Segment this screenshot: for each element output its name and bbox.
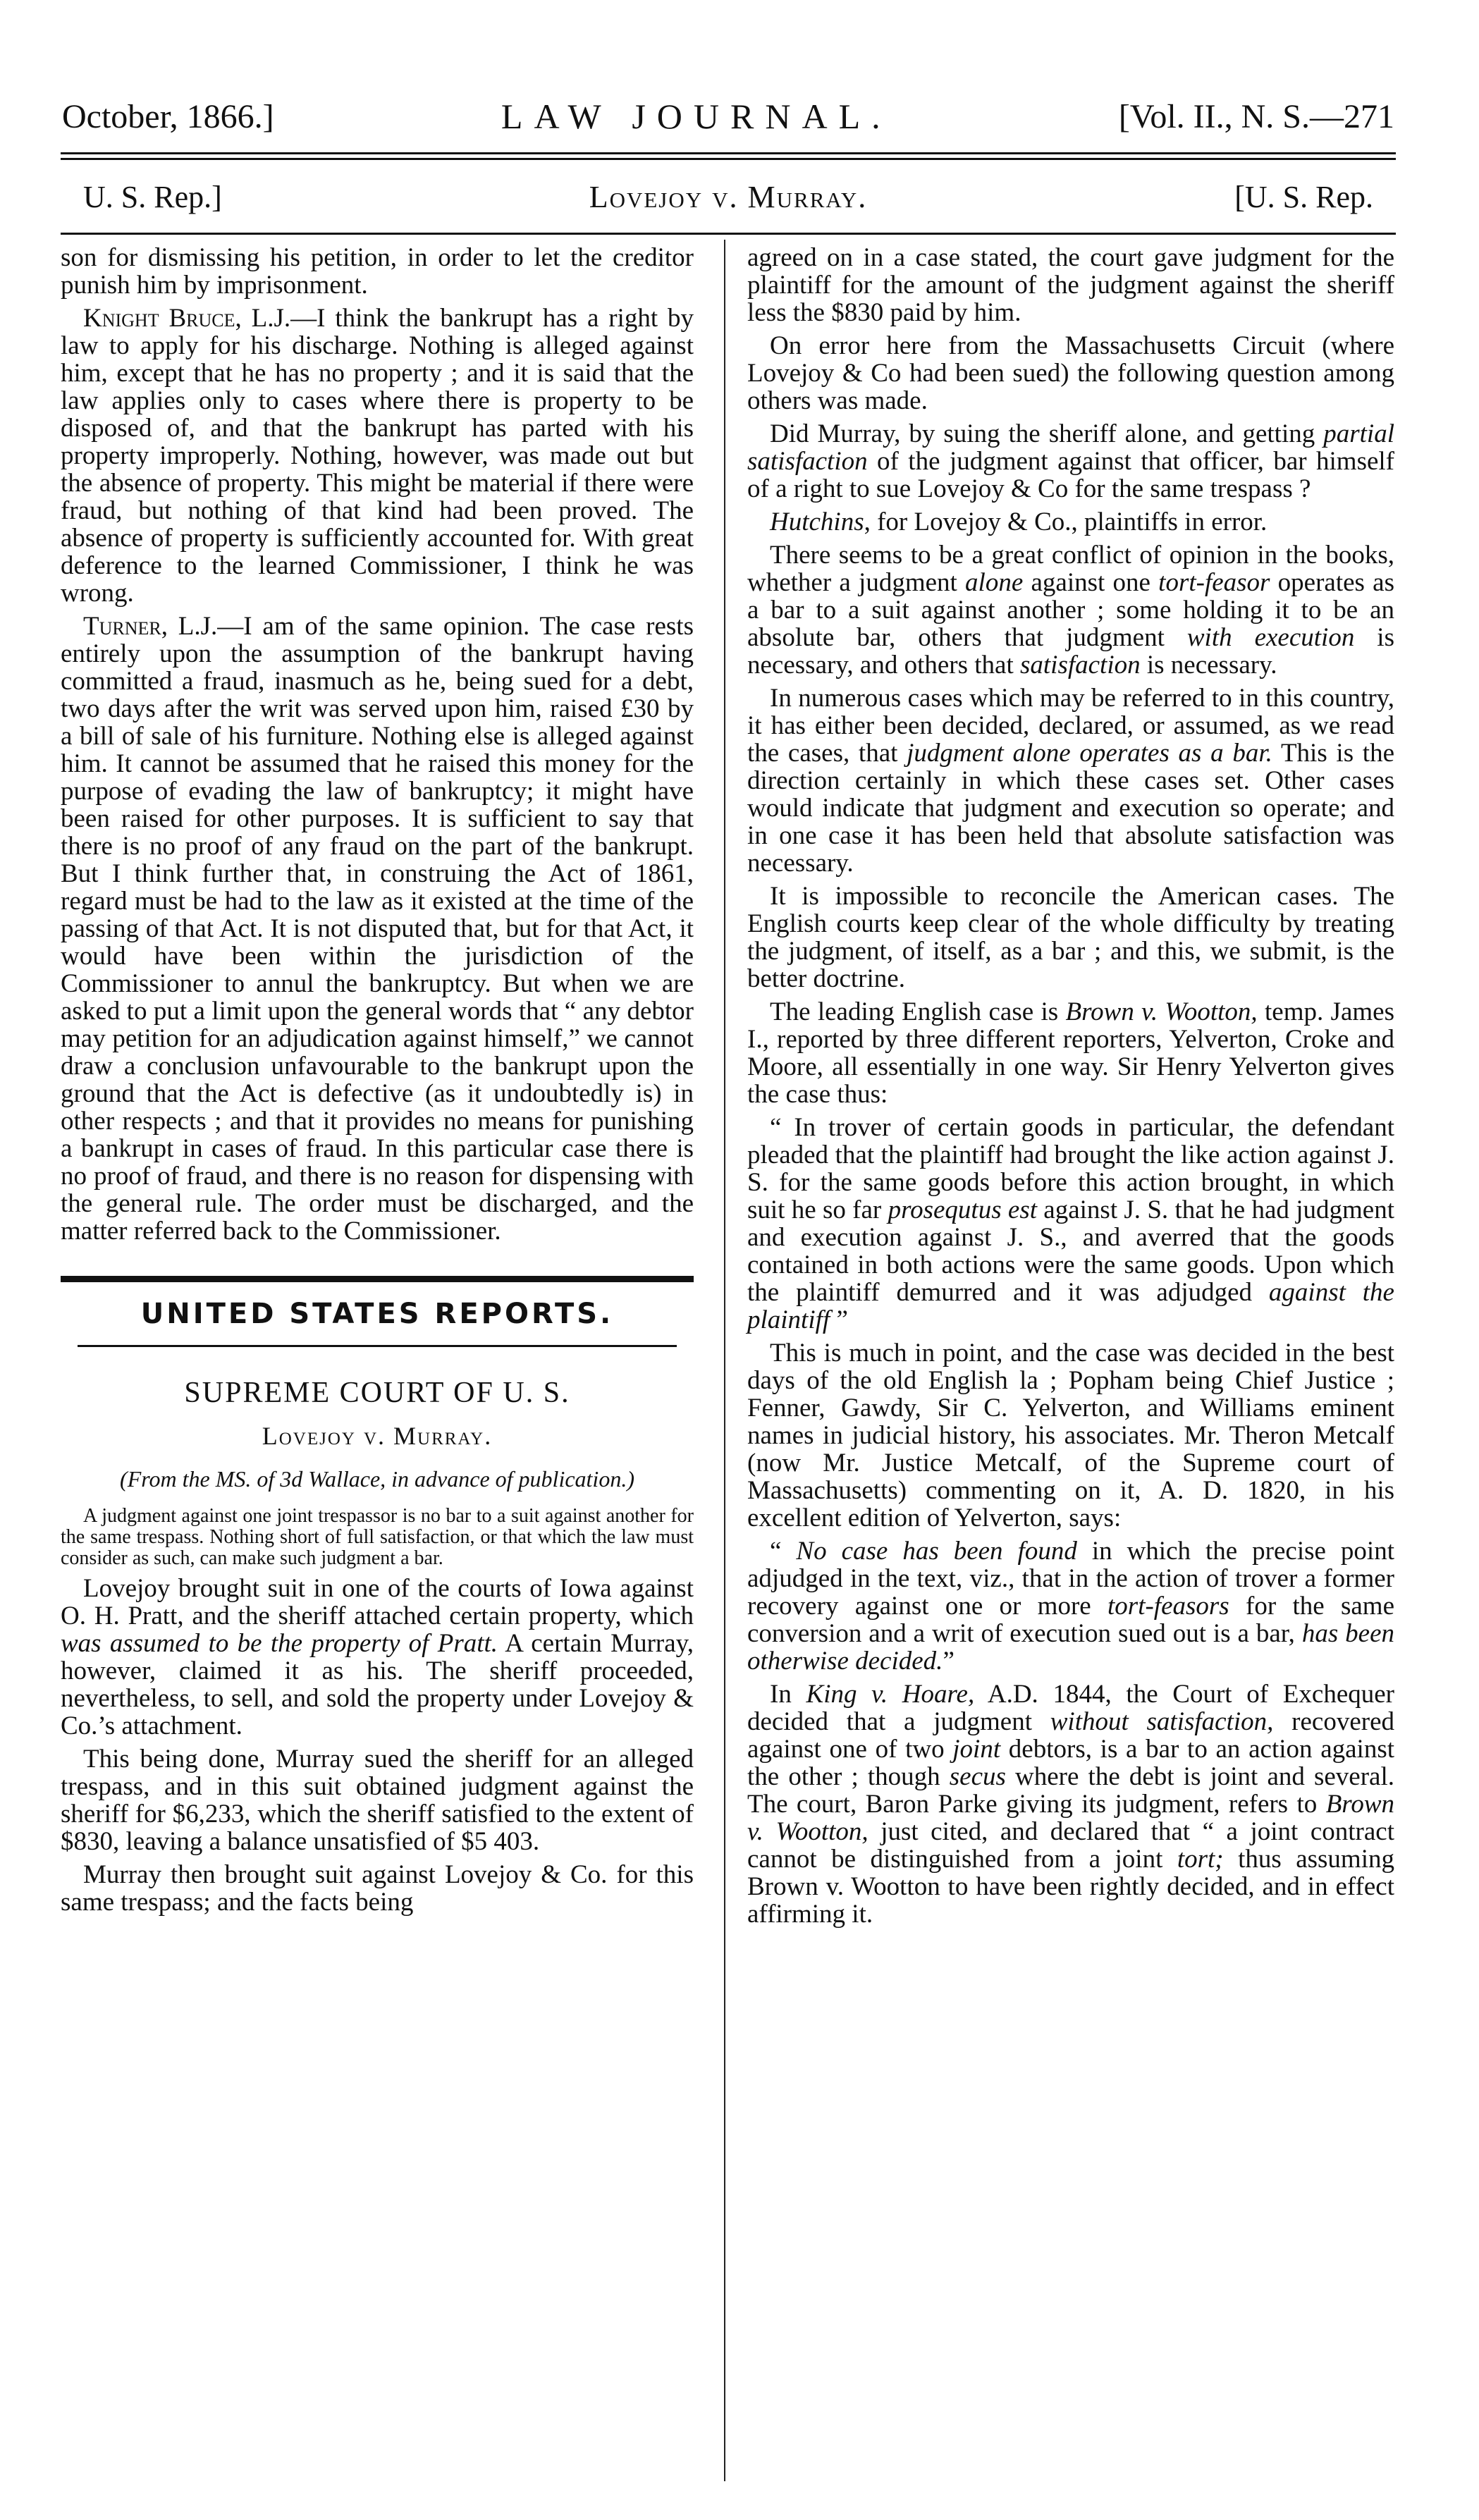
running-header <box>62 90 1394 142</box>
section-rule-thick <box>61 1276 694 1282</box>
paragraph <box>61 613 694 1245</box>
text: “ <box>770 1537 797 1566</box>
text: “ In trover of certain goods in particular, the defendant pleaded that the plaintiff had brought the like action against J. S. for the same goods before this action brought, in which suit he so far <box>747 1113 1394 1224</box>
text: debtors, is a bar to an action against the other ; though <box>747 1735 1394 1791</box>
header-rule-bottom <box>61 158 1396 160</box>
paragraph-text: , L.J.—I think the bankrupt has a right by law to apply for his discharge. Nothing is alleged against him, except that he has no property ; and it is said that the law applies only to cases where there is property to be disposed of, and that the bankrupt has parted with his property improperly. Nothing, however, was made out but the absence of property. This might be material if there were fraud, but nothing of that kind had been proved. The absence of property is sufficiently accounted for. With great deference to the learned Commissioner, I think he was wrong. <box>61 304 694 608</box>
text: in which the precise point adjudged in the text, viz., that in the action of trover a former recovery against one or more <box>747 1537 1394 1621</box>
report-left: U. S. Rep.] <box>83 179 222 214</box>
counsel-name: Hutchins <box>770 508 864 536</box>
text: In numerous cases which may be referred to in this country, it has either been decided, declared, or assumed, as we read the cases, that <box>747 684 1394 768</box>
text: for the same conversion and a writ of execution sued out is a bar, <box>747 1592 1394 1648</box>
block-quote <box>747 1114 1394 1334</box>
italic-text: satisfaction <box>1019 651 1141 680</box>
judge-name: Knight Bruce <box>83 304 235 333</box>
text: where the debt is joint and several. The court, Baron Parke giving its judgment, refers to <box>747 1762 1394 1819</box>
paragraph <box>747 420 1394 503</box>
paragraph <box>747 508 1394 536</box>
court-name: SUPREME COURT OF U. S. <box>184 1377 570 1409</box>
paragraph: This is much in point, and the case was decided in the best days of the old English la ; Popham being Chief Justice ; Fenner, Gawdy, Sir C. Yelverton, and Williams eminent names in judicial history, his associates. Mr. Theron Metcalf (now Mr. Justice Metcalf, of the Supreme court of Massachusetts) commenting on it, A. D. 1820, in his excellent edition of Yelverton, says: <box>747 1339 1394 1532</box>
italic-text: partial satisfaction <box>747 419 1394 476</box>
italic-text: has been otherwise decided. <box>747 1619 1394 1676</box>
text: Did Murray, by suing the sheriff alone, and getting <box>770 419 1324 448</box>
paragraph <box>747 1680 1394 1928</box>
text: of the judgment against that officer, bar himself of a right to sue Lovejoy & Co for the same trespass ? <box>747 447 1394 503</box>
paragraph <box>61 305 694 607</box>
text: against J. S. that he had judgment and execution against J. S., and averred that the goods contained in both actions were the same goods. Upon which the plaintiff demurred and it was adjudged <box>747 1196 1394 1307</box>
italic-text: joint <box>952 1735 1001 1764</box>
text: against one <box>1023 568 1159 597</box>
italic-text: tort-feasor <box>1158 568 1270 597</box>
paragraph: son for dismissing his petition, in order to let the creditor punish him by imprisonment. <box>61 243 694 300</box>
text: just cited, and declared that “ a joint contract cannot be distinguished from a joint <box>747 1817 1394 1874</box>
case-title: Lovejoy v. Murray. <box>589 179 868 214</box>
paragraph: On error here from the Massachusetts Circuit (where Lovejoy & Co had been sued) the following question among others was made. <box>747 331 1394 415</box>
text: is necessary. <box>1140 651 1277 680</box>
text: A.D. 1844, the Court of Exchequer decided that a judgment <box>747 1680 1394 1736</box>
text: ” <box>830 1305 848 1334</box>
volume-page: [Vol. II., N. S.—271 <box>1118 97 1394 135</box>
section-title: UNITED STATES REPORTS. <box>140 1298 614 1330</box>
text: recovered against one of two <box>747 1707 1394 1764</box>
case-subheader <box>83 171 1373 223</box>
left-column <box>61 244 694 1916</box>
text: ” <box>943 1647 955 1676</box>
italic-text: without satisfaction, <box>1050 1707 1274 1736</box>
paragraph: It is impossible to reconcile the American cases. The English courts keep clear of the whole difficulty by treating the judgment, of itself, as a bar ; and this, we submit, is the better doctrine. <box>747 882 1394 993</box>
italic-text: No case has been found <box>796 1537 1077 1566</box>
subheader-rule <box>61 233 1396 235</box>
italic-text: King v. Hoare, <box>806 1680 975 1709</box>
paragraph: This being done, Murray sued the sheriff for an alleged trespass, and in this suit obtained judgment against the sheriff for $6,233, which the sheriff satisfied to the extent of $830, leaving a balance unsatisfied of $5 403. <box>61 1745 694 1856</box>
paragraph: agreed on in a case stated, the court gave judgment for the plaintiff for the amount of the judgment against the sheriff less the $830 paid by him. <box>747 243 1394 327</box>
paragraph <box>61 1575 694 1740</box>
text: operates as a bar to a suit against another ; some holding it to be an absolute bar, others that judgment <box>747 568 1394 652</box>
text: thus assuming Brown v. Wootton to have been rightly decided, and in effect affirming it. <box>747 1845 1394 1929</box>
text: , for Lovejoy & Co., plaintiffs in error. <box>864 508 1268 536</box>
italic-text: prosequtus est <box>888 1196 1037 1224</box>
block-quote <box>747 1537 1394 1675</box>
case-style: Lovejoy v. Murray. <box>262 1422 493 1450</box>
italic-text: was assumed to be the property of Pratt. <box>61 1629 498 1658</box>
text: This is the direction certainly in which these cases set. Other cases would indicate that judgment and execution so operate; and in one case it has been held that absolute satisfaction was necessary. <box>747 739 1395 878</box>
italic-text: against the plaintiff <box>747 1278 1394 1334</box>
text: In <box>770 1680 806 1709</box>
journal-title: LAW JOURNAL. <box>501 97 892 136</box>
italic-text: Brown v. Wootton, <box>747 1790 1394 1846</box>
text: There seems to be a great conflict of opinion in the books, whether a judgment <box>747 541 1394 597</box>
section-rule-thin <box>78 1345 677 1347</box>
text: A certain Murray, however, claimed it as his. The sheriff proceeded, nevertheless, to sell, and sold the property under Lovejoy & Co.’s attachment. <box>61 1629 694 1740</box>
text: temp. James I., reported by three different reporters, Yelverton, Croke and Moore, all essentially in one way. Sir Henry Yelverton gives the case thus: <box>747 997 1394 1109</box>
italic-text: secus <box>949 1762 1006 1791</box>
italic-text: tort; <box>1177 1845 1224 1874</box>
source-note: (From the MS. of 3d Wallace, in advance of publication.) <box>120 1466 634 1492</box>
paragraph-text: , L.J.—I am of the same opinion. The case rests entirely upon the assumption of the bankrupt having committed a fraud, inasmuch as he, being sued for a debt, two days after the writ was served upon him, raised £30 by a bill of sale of his furniture. Nothing else is alleged against him. It cannot be assumed that he raised this money for the purpose of evading the law of bankruptcy; it might have been raised for other purposes. It is sufficient to say that there is no proof of any fraud on the part of the bankrupt. But I think further that, in construing the Act of 1861, regard must be had to the law as it existed at the time of the passing of that Act. It is not disputed that, but for that Act, it would have been within the jurisdiction of the Commissioner to annul the bankruptcy. But when we are asked to put a limit upon the general words that “ any debtor may petition for an adjudication against himself,” we cannot draw a conclusion unfavourable to the bankrupt upon the ground that the Act is defective (as it undoubtedly is) in other respects ; and that it provides no means for punishing a bankrupt in cases of fraud. In this particular case there is no proof of fraud, and there is no reason for dispensing with the general rule. The order must be discharged, and the matter referred back to the Commissioner. <box>61 612 694 1246</box>
right-column <box>747 244 1394 1928</box>
text: is necessary, and others that <box>747 623 1394 680</box>
report-right: [U. S. Rep. <box>1234 179 1373 214</box>
issue-date: October, 1866.] <box>62 97 274 135</box>
syllabus: A judgment against one joint trespassor is no bar to a suit against another for the same trespass. Nothing short of full satisfaction, or that which the law must consider as such, can make such judgment a bar. <box>61 1505 694 1569</box>
paragraph <box>747 998 1394 1108</box>
paragraph <box>747 541 1394 679</box>
text: Lovejoy brought suit in one of the courts of Iowa against O. H. Pratt, and the sheriff attached certain property, which <box>61 1574 694 1630</box>
italic-text: with execution <box>1186 623 1355 652</box>
judge-name: Turner <box>83 612 161 641</box>
paragraph: Murray then brought suit against Lovejoy & Co. for this same trespass; and the facts being <box>61 1860 694 1917</box>
italic-text: alone <box>965 568 1024 597</box>
column-divider <box>724 240 725 2481</box>
italic-text: Brown v. Wootton, <box>1065 997 1258 1026</box>
text: The leading English case is <box>770 997 1066 1026</box>
paragraph <box>747 684 1394 877</box>
italic-text: tort-feasors <box>1107 1592 1229 1621</box>
italic-text: judgment alone operates as a bar. <box>907 739 1272 768</box>
header-rule-top <box>61 152 1396 154</box>
